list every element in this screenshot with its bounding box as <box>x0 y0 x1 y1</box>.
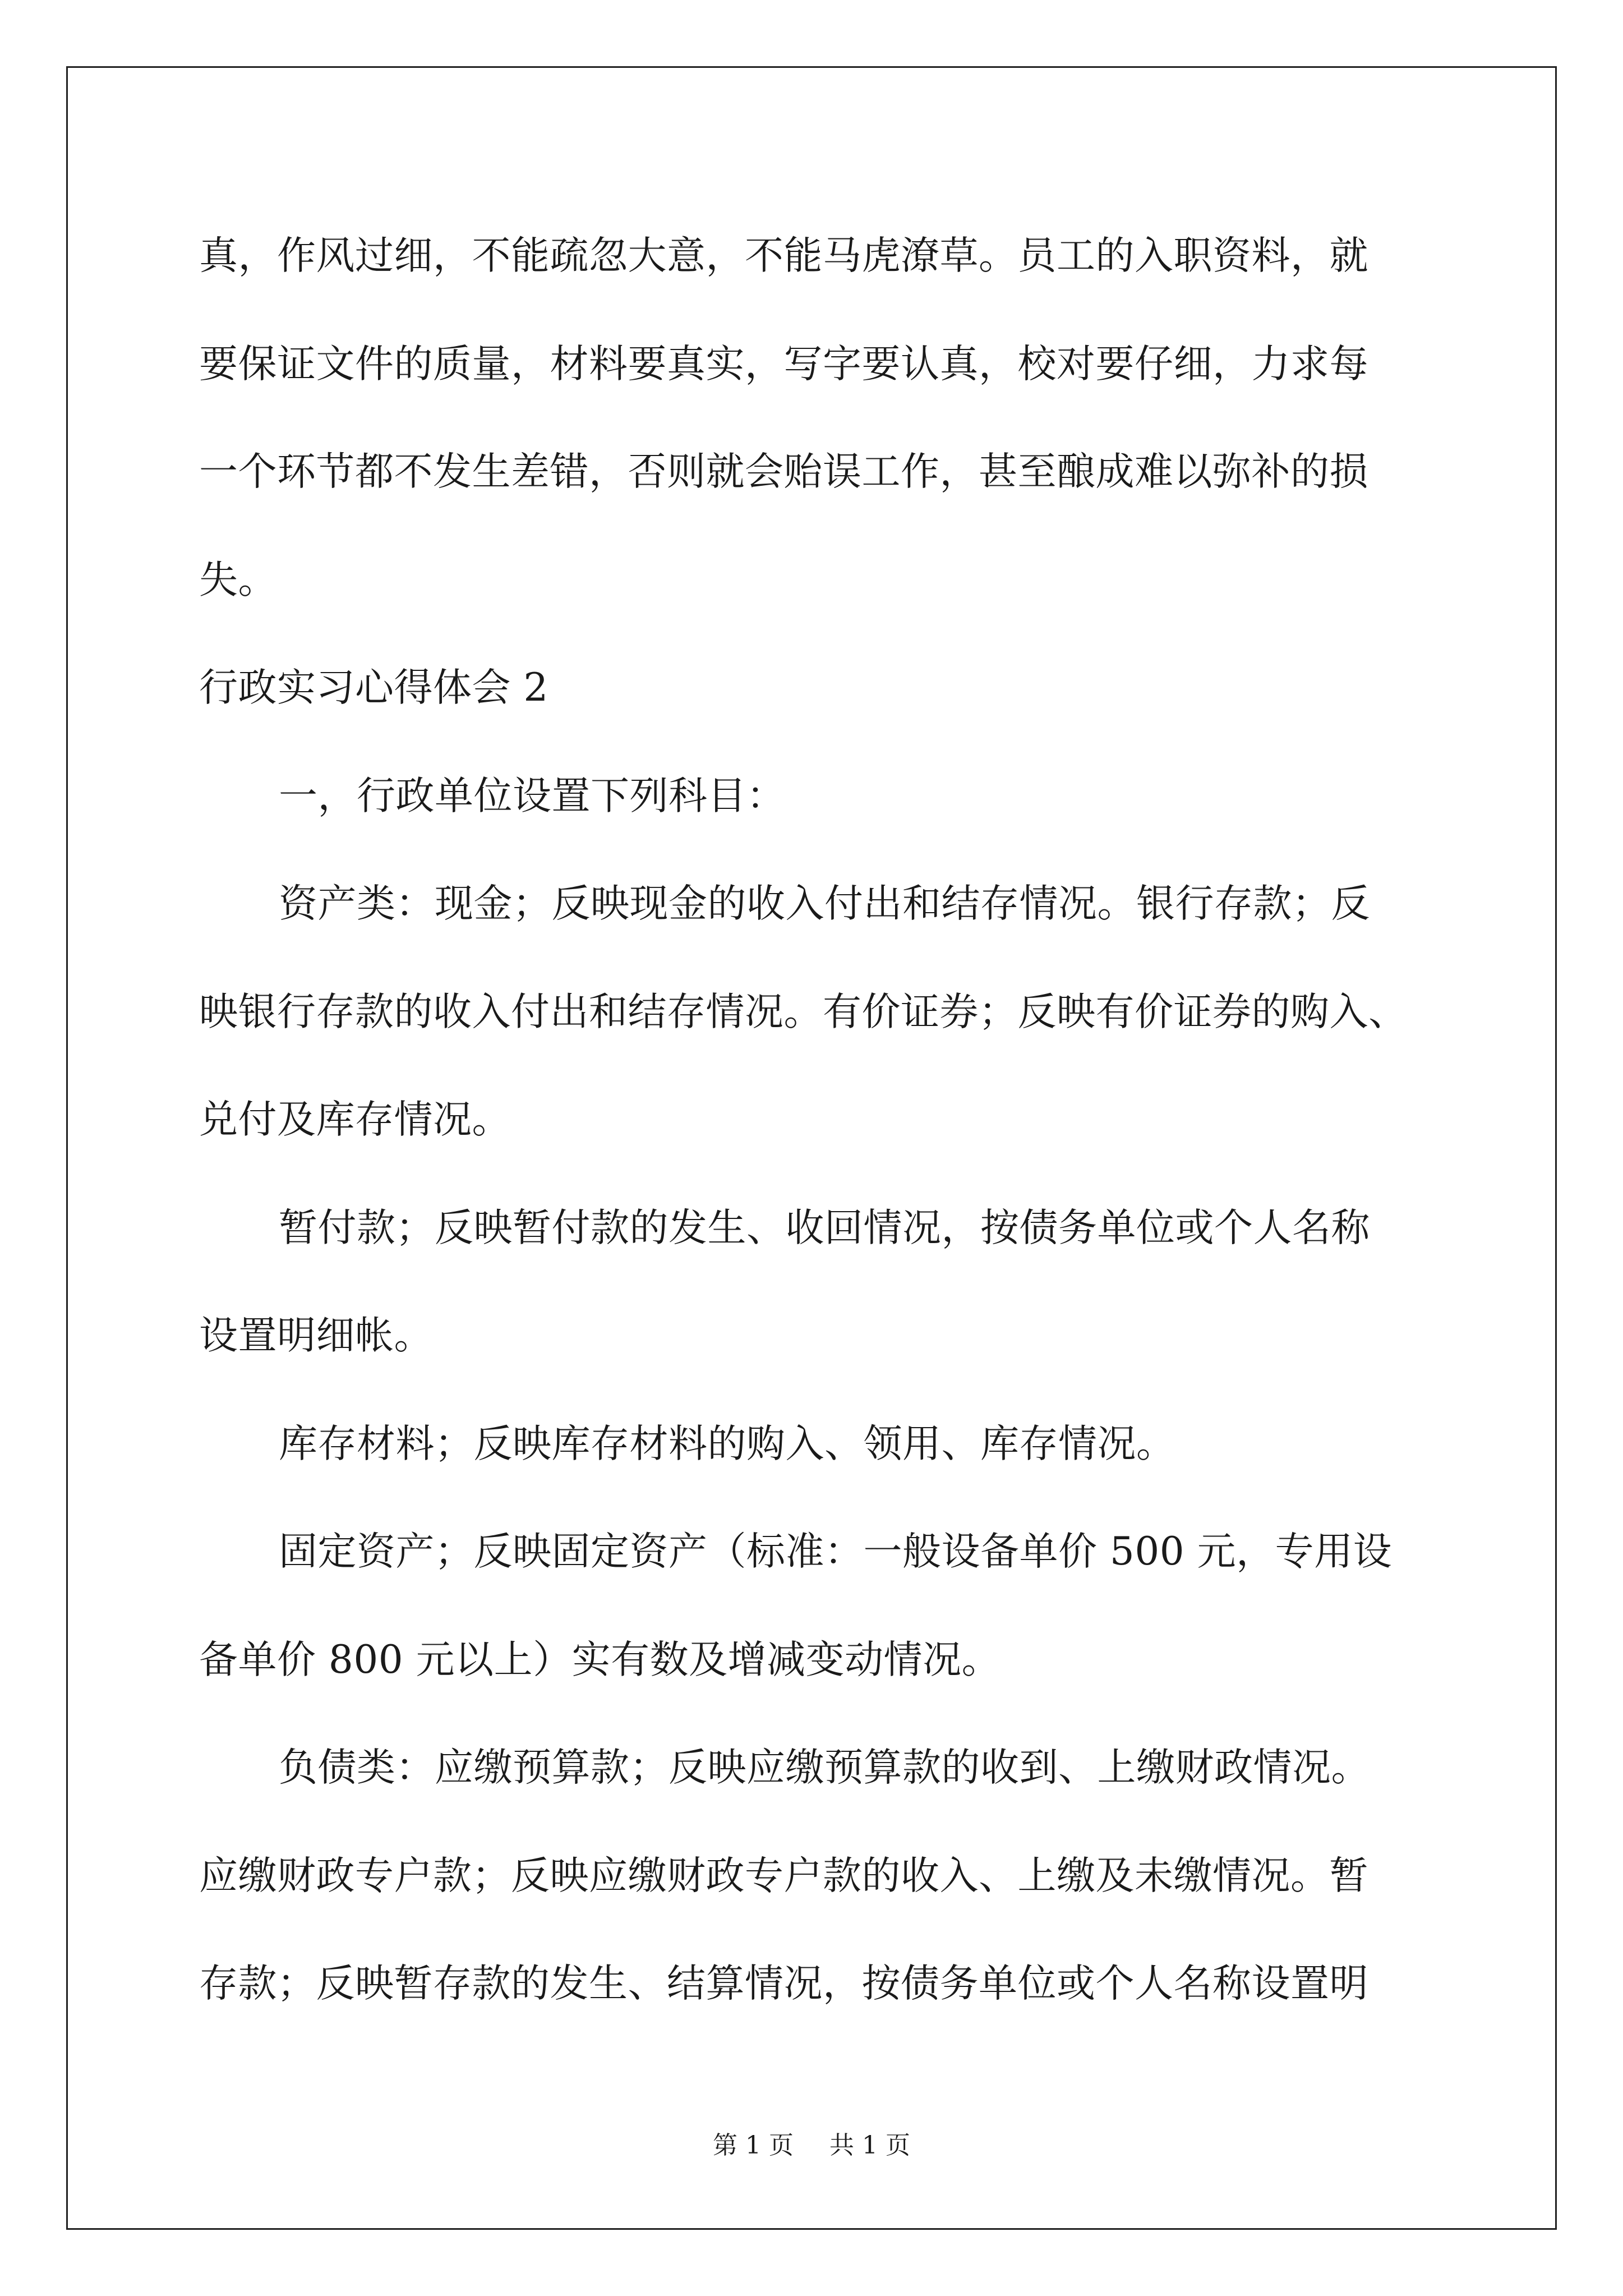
text-line: 要保证文件的质量，材料要真实，写字要认真，校对要仔细，力求每 <box>199 341 1368 386</box>
text-line: 负债类：应缴预算款；反映应缴预算款的收到、上缴财政情况。 <box>279 1745 1370 1790</box>
page-footer <box>0 2125 1623 2161</box>
text-line: 映银行存款的收入付出和结存情况。有价证券；反映有价证券的购入、 <box>199 989 1408 1034</box>
text-line: 库存材料；反映库存材料的购入、领用、库存情况。 <box>279 1421 1175 1466</box>
text-line: 一，行政单位设置下列科目： <box>279 773 786 818</box>
page-number: 第 1 页 <box>713 2131 794 2160</box>
text-line: 应缴财政专户款；反映应缴财政专户款的收入、上缴及未缴情况。暂 <box>199 1853 1368 1898</box>
section-heading: 行政实习心得体会 2 <box>199 665 548 710</box>
text-line: 一个环节都不发生差错，否则就会贻误工作，甚至酿成难以弥补的损 <box>199 449 1368 494</box>
text-line: 兑付及库存情况。 <box>199 1097 511 1142</box>
text-line: 设置明细帐。 <box>199 1313 433 1358</box>
page-total: 共 1 页 <box>829 2131 910 2160</box>
text-line: 失。 <box>199 557 277 602</box>
text-line: 固定资产；反映固定资产（标准：一般设备单价 500 元，专用设 <box>279 1529 1393 1574</box>
text-line: 资产类：现金；反映现金的收入付出和结存情况。银行存款；反 <box>279 881 1370 926</box>
text-line: 备单价 800 元以上）实有数及增减变动情况。 <box>199 1637 1001 1682</box>
document-body <box>199 202 1433 2038</box>
text-line: 暂付款；反映暂付款的发生、收回情况，按债务单位或个人名称 <box>279 1205 1370 1250</box>
text-line: 真，作风过细，不能疏忽大意，不能马虎潦草。员工的入职资料，就 <box>199 233 1368 278</box>
text-line: 存款；反映暂存款的发生、结算情况，按债务单位或个人名称设置明 <box>199 1961 1368 2006</box>
